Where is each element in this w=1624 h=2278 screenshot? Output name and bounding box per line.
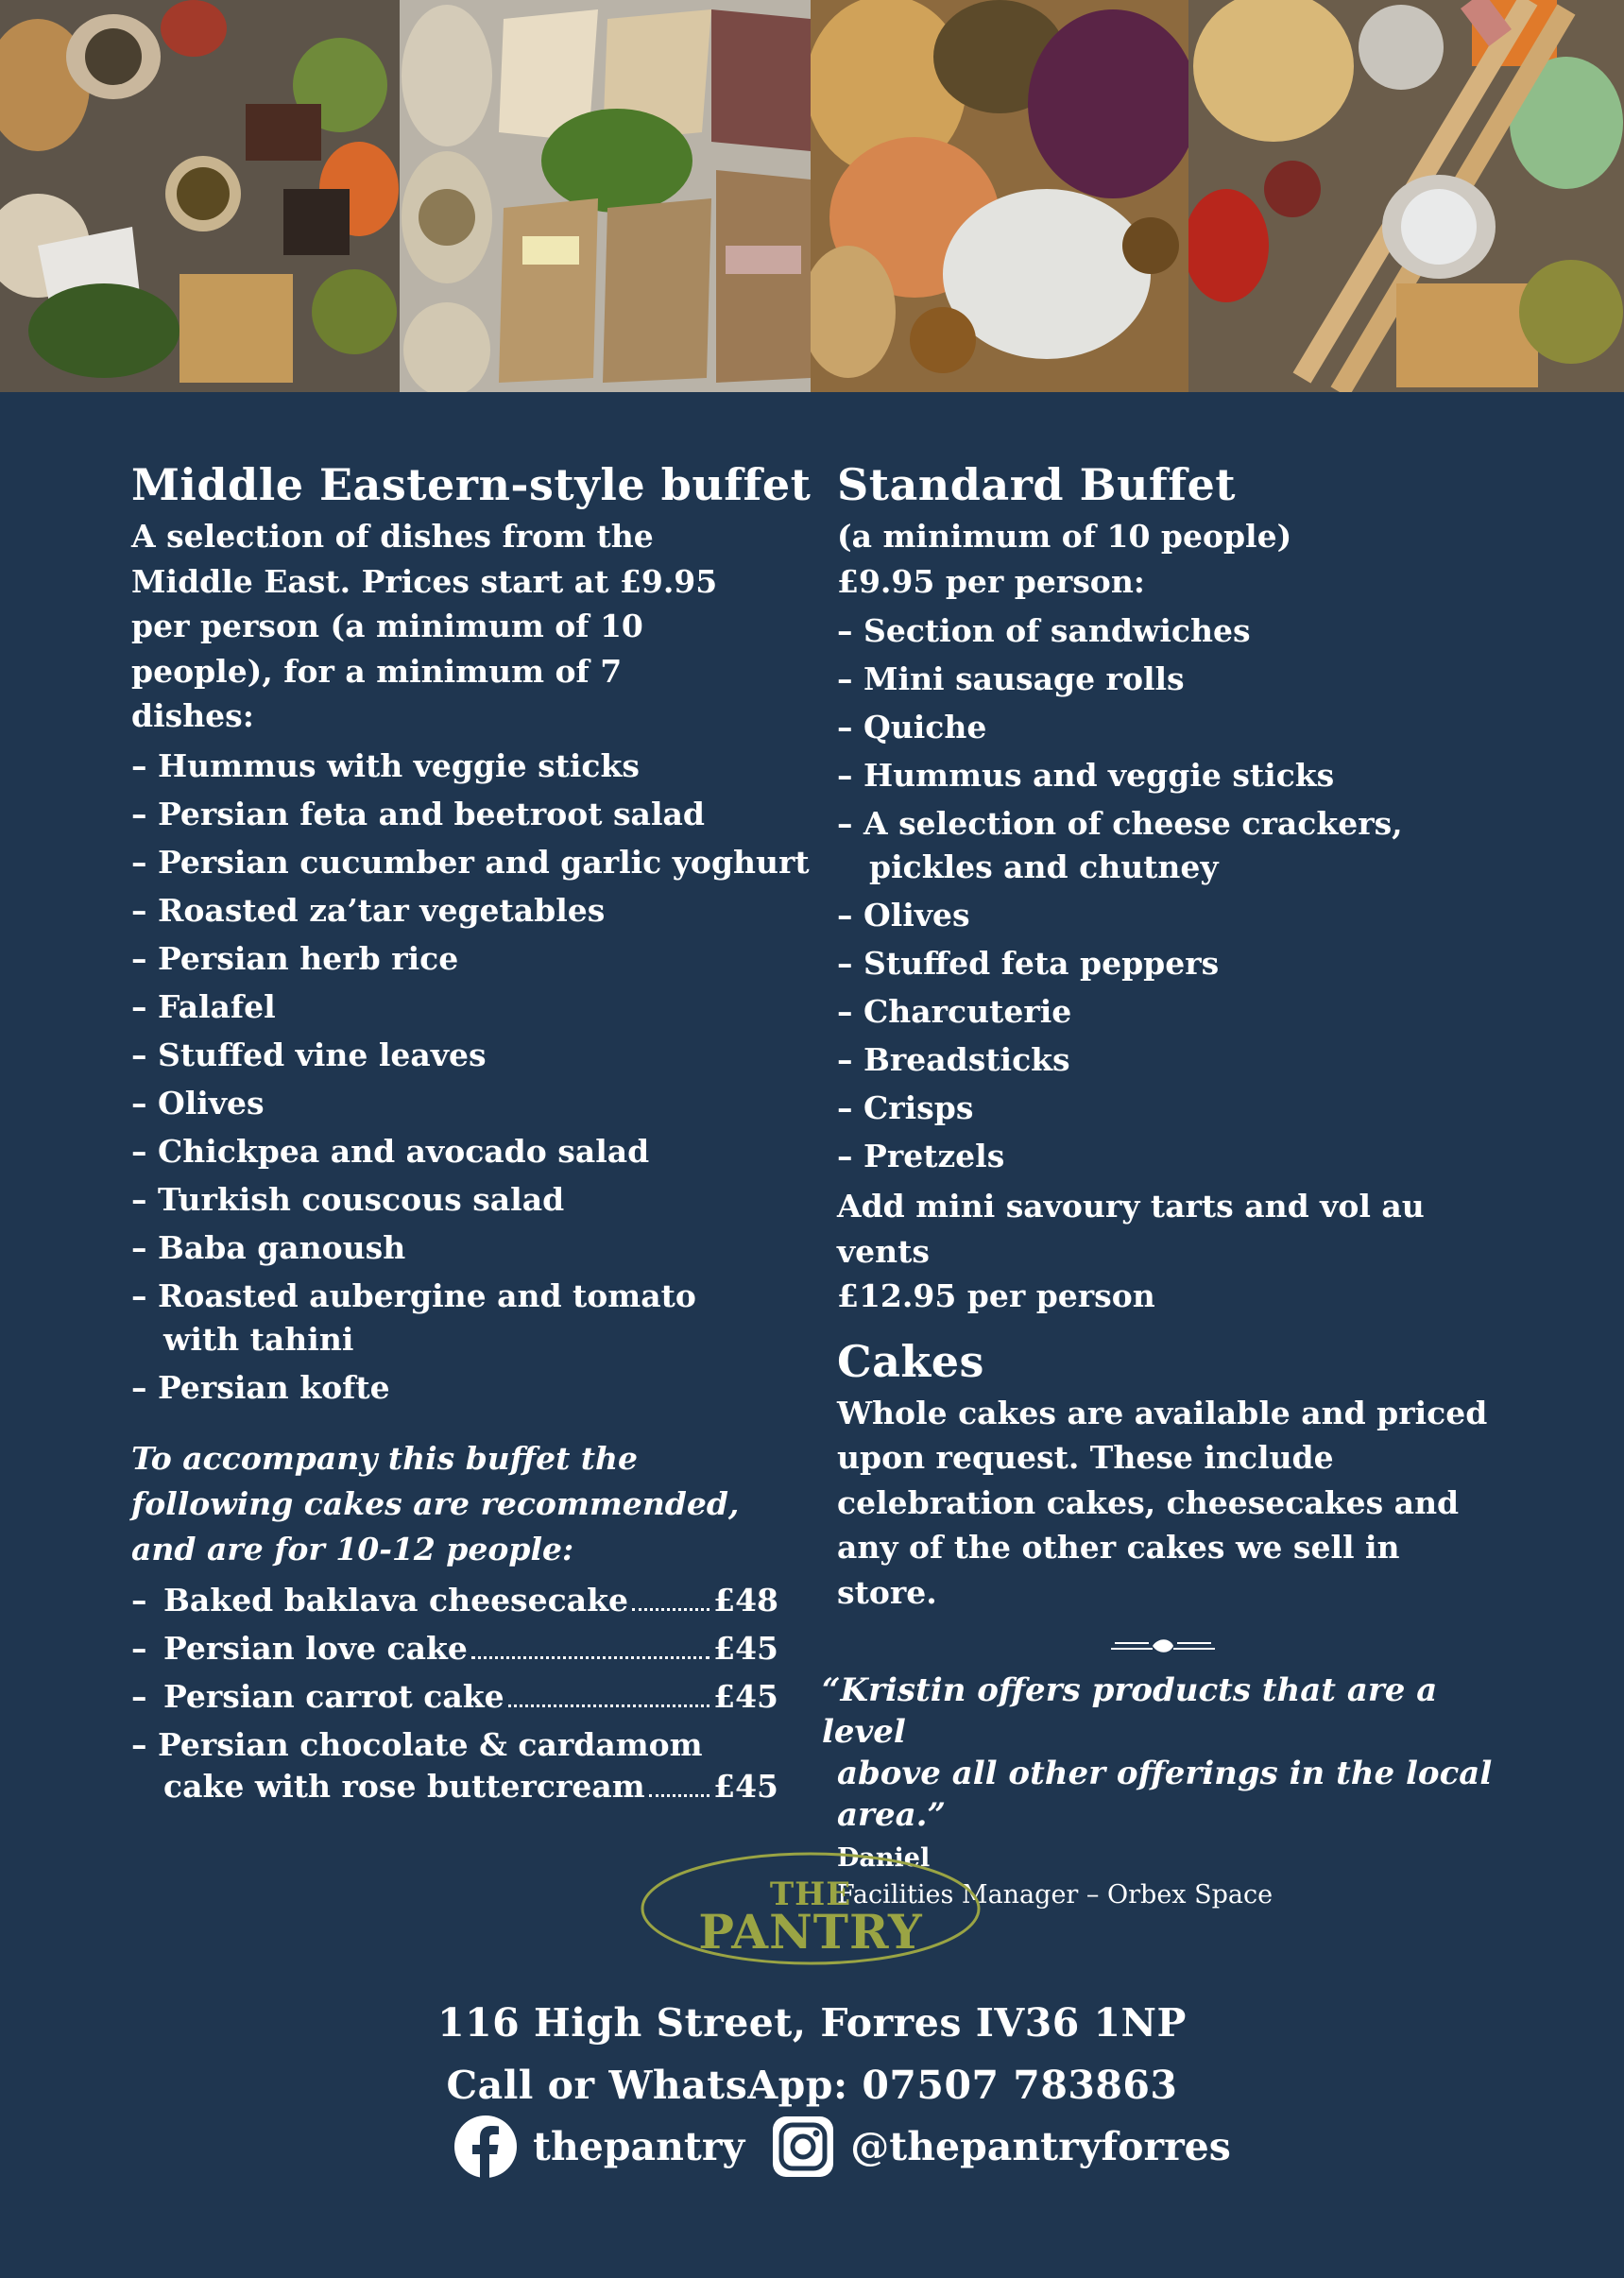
- list-item: – Baba ganoush: [131, 1226, 812, 1270]
- testimonial-author: Daniel: [837, 1843, 931, 1873]
- cake-name: Persian love cake: [163, 1629, 468, 1667]
- cakes-title: Cakes: [837, 1335, 984, 1387]
- list-item: – Stuffed vine leaves: [131, 1034, 812, 1077]
- the-pantry-logo: [639, 1850, 983, 1967]
- list-item: – Persian cucumber and garlic yoghurt: [131, 841, 812, 884]
- cake-price: £45: [713, 1629, 778, 1667]
- list-item: – Mini sausage rolls: [837, 658, 1423, 701]
- standard-buffet-minimum: (a minimum of 10 people): [837, 518, 1292, 555]
- charcuterie-platter-photo: [1188, 0, 1624, 392]
- standard-buffet-price: £9.95 per person:: [837, 562, 1145, 600]
- dot-leader: [471, 1656, 709, 1659]
- cakes-recommendation-note: To accompany this buffet the following cakes are recommended, and are for 10-12 people:: [131, 1439, 740, 1567]
- list-item: – Persian herb rice: [131, 937, 812, 981]
- cake-price: £45: [713, 1677, 778, 1715]
- cake-price: £48: [713, 1581, 778, 1619]
- address: 116 High Street, Forres IV36 1NP: [437, 2000, 1187, 2046]
- addon-price: £12.95 per person: [837, 1277, 1155, 1314]
- testimonial-quote-line2: above all other offerings in the local area.”: [837, 1755, 1493, 1834]
- list-item: – Section of sandwiches: [837, 609, 1423, 653]
- facebook-handle[interactable]: thepantry: [533, 2124, 745, 2169]
- cake-name: cake with rose buttercream: [163, 1767, 645, 1805]
- middle-eastern-section: [131, 455, 812, 1814]
- dot-leader: [508, 1704, 709, 1707]
- salad-bowl-photo: [811, 0, 1188, 392]
- social-links: [453, 2113, 1231, 2181]
- testimonial-quote-line1: “Kristin offers products that are a level: [822, 1671, 1438, 1751]
- middle-eastern-title: Middle Eastern-style buffet: [131, 459, 812, 510]
- cake-name: Baked baklava cheesecake: [163, 1581, 628, 1619]
- sandwiches-wraps-photo: [400, 0, 811, 392]
- svg-text:PANTRY: PANTRY: [698, 1904, 923, 1960]
- list-item: – Quiche: [837, 706, 1423, 749]
- cake-price-row: – Persian love cake £45: [131, 1628, 778, 1670]
- ornament-icon: [1111, 1636, 1215, 1656]
- ornament-divider: [837, 1636, 1489, 1656]
- testimonial-role: Facilities Manager – Orbex Space: [837, 1880, 1274, 1910]
- cake-price-row: – Persian carrot cake £45: [131, 1676, 778, 1718]
- list-item: – Hummus and veggie sticks: [837, 754, 1423, 797]
- middle-eastern-intro: A selection of dishes from the Middle East. Prices start at £9.95 per person (a minimum of 10 people), for a minimum of 7 dishes:: [131, 518, 718, 734]
- addon-offer: Add mini savoury tarts and vol au vents: [837, 1188, 1425, 1270]
- list-item: – Turkish couscous salad: [131, 1178, 812, 1222]
- dot-leader: [632, 1608, 709, 1611]
- cake-price: £45: [713, 1767, 778, 1805]
- instagram-icon[interactable]: [771, 2115, 835, 2179]
- middle-eastern-dish-list: [131, 745, 812, 1410]
- instagram-handle[interactable]: @thepantryforres: [850, 2124, 1231, 2169]
- list-item: – Falafel: [131, 985, 812, 1029]
- standard-buffet-section: [822, 455, 1517, 1913]
- list-item: – Roasted aubergine and tomato with tahini: [131, 1275, 698, 1362]
- list-item: – Charcuterie: [837, 990, 1423, 1034]
- svg-text:THE: THE: [769, 1875, 852, 1913]
- list-item: – Crisps: [837, 1087, 1423, 1130]
- facebook-icon[interactable]: [453, 2115, 518, 2179]
- contact-footer: [0, 1992, 1624, 2116]
- cake-name: Persian chocolate & cardamom: [158, 1725, 703, 1763]
- grazing-platter-photo: [0, 0, 400, 392]
- list-item: – Roasted za’tar vegetables: [131, 889, 812, 933]
- list-item: – Breadsticks: [837, 1038, 1423, 1082]
- dot-leader: [649, 1794, 709, 1797]
- list-item: – Stuffed feta peppers: [837, 942, 1423, 985]
- list-item: – Olives: [131, 1082, 812, 1125]
- cake-price-row: – Baked baklava cheesecake £48: [131, 1580, 778, 1621]
- list-item: – Persian feta and beetroot salad: [131, 793, 812, 836]
- cake-name: Persian carrot cake: [163, 1677, 504, 1715]
- standard-buffet-list: [837, 609, 1423, 1178]
- cakes-description: Whole cakes are available and priced upon request. These include celebration cakes, cheesecakes and any of the other cakes we sell in store.: [837, 1394, 1488, 1611]
- list-item: – A selection of cheese crackers, pickles and chutney: [837, 802, 1423, 889]
- recommended-cakes-list: [131, 1580, 778, 1807]
- phone-contact[interactable]: Call or WhatsApp: 07507 783863: [446, 2063, 1178, 2108]
- cake-price-row: – Persian chocolate & cardamom cake with rose buttercream £45: [131, 1724, 778, 1807]
- list-item: – Pretzels: [837, 1135, 1423, 1178]
- list-item: – Chickpea and avocado salad: [131, 1130, 812, 1173]
- list-item: – Olives: [837, 894, 1423, 937]
- list-item: – Hummus with veggie sticks: [131, 745, 812, 788]
- photo-strip: [0, 0, 1624, 392]
- list-item: – Persian kofte: [131, 1366, 812, 1410]
- standard-buffet-title: Standard Buffet: [837, 459, 1237, 510]
